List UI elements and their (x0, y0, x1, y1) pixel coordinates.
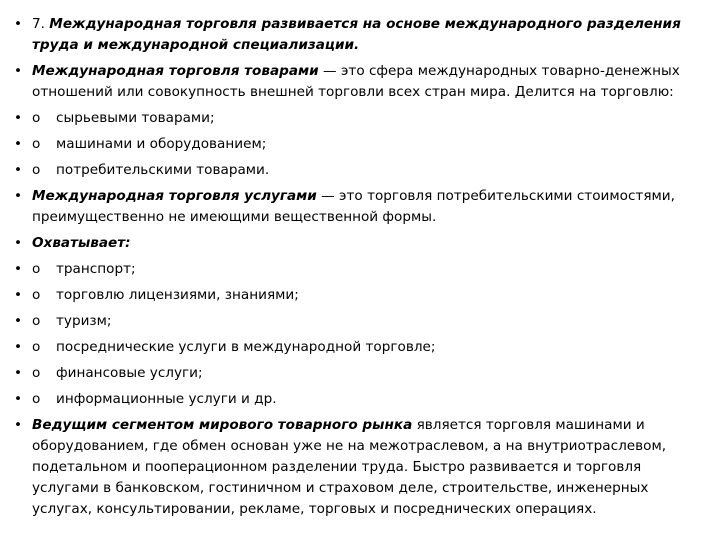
item-text: посреднические услуги в международной торговле; (56, 339, 436, 355)
bullet-marker: • (14, 417, 23, 433)
list-item (12, 14, 702, 56)
bullet-marker: • (14, 162, 23, 178)
bullet-marker: • (14, 365, 23, 381)
bullet-marker: • (14, 339, 23, 355)
sub-marker: o (32, 136, 41, 152)
bullet-marker: • (14, 136, 23, 152)
list-item (12, 160, 702, 181)
bullet-marker: • (14, 261, 23, 277)
item-text: — это торговля потребительскими стоимостями, преимущественно не имеющими вещественной формы. (32, 188, 675, 225)
item-emphasis: Охватывает: (32, 235, 131, 251)
item-text: машинами и оборудованием; (56, 136, 267, 152)
list-item (12, 285, 702, 306)
sub-marker: o (32, 261, 41, 277)
bullet-list (12, 14, 702, 525)
sub-marker: o (32, 365, 41, 381)
bullet-marker: • (14, 188, 23, 204)
item-text: сырьевыми товарами; (56, 110, 215, 126)
sub-marker: o (32, 313, 41, 329)
list-item (12, 337, 702, 358)
item-text: является торговля машинами и оборудованием, где обмен основан уже не на межотраслевом, а на внутриотраслевом, подетальном и пооперационном разделении труда. Быстро развивается и торговля услугами в банковском, гостиничном и страховом деле, строительстве, инженерных услугах, консультировании, рекламе, торговых и посреднических операциях. (32, 417, 667, 517)
list-item (12, 311, 702, 332)
item-text: потребительскими товарами. (56, 162, 270, 178)
bullet-marker: • (14, 391, 23, 407)
item-emphasis: Международная торговля услугами (32, 188, 317, 204)
item-emphasis: Ведущим сегментом мирового товарного рынка (32, 417, 413, 433)
list-item (12, 259, 702, 280)
item-text: торговлю лицензиями, знаниями; (56, 287, 299, 303)
item-lead: 7. (32, 16, 50, 32)
item-text: — это сфера международных товарно-денежных отношений или совокупность внешней торговли всех стран мира. Делится на торговлю: (32, 63, 680, 100)
bullet-marker: • (14, 63, 23, 79)
list-item (12, 61, 702, 103)
list-item (12, 415, 702, 520)
sub-marker: o (32, 287, 41, 303)
item-emphasis: Международная торговля товарами (32, 63, 319, 79)
sub-marker: o (32, 339, 41, 355)
list-item (12, 389, 702, 410)
sub-marker: o (32, 110, 41, 126)
item-text: финансовые услуги; (56, 365, 203, 381)
item-text: транспорт; (56, 261, 136, 277)
list-item (12, 108, 702, 129)
bullet-marker: • (14, 110, 23, 126)
item-emphasis: Международная торговля развивается на основе международного разделения труда и международной специализации. (32, 16, 681, 53)
bullet-marker: • (14, 235, 23, 251)
bullet-marker: • (14, 313, 23, 329)
list-item (12, 233, 702, 254)
item-text: туризм; (56, 313, 112, 329)
bullet-marker: • (14, 16, 23, 32)
sub-marker: o (32, 162, 41, 178)
list-item (12, 186, 702, 228)
list-item (12, 363, 702, 384)
item-text: информационные услуги и др. (56, 391, 277, 407)
sub-marker: o (32, 391, 41, 407)
list-item (12, 134, 702, 155)
bullet-marker: • (14, 287, 23, 303)
